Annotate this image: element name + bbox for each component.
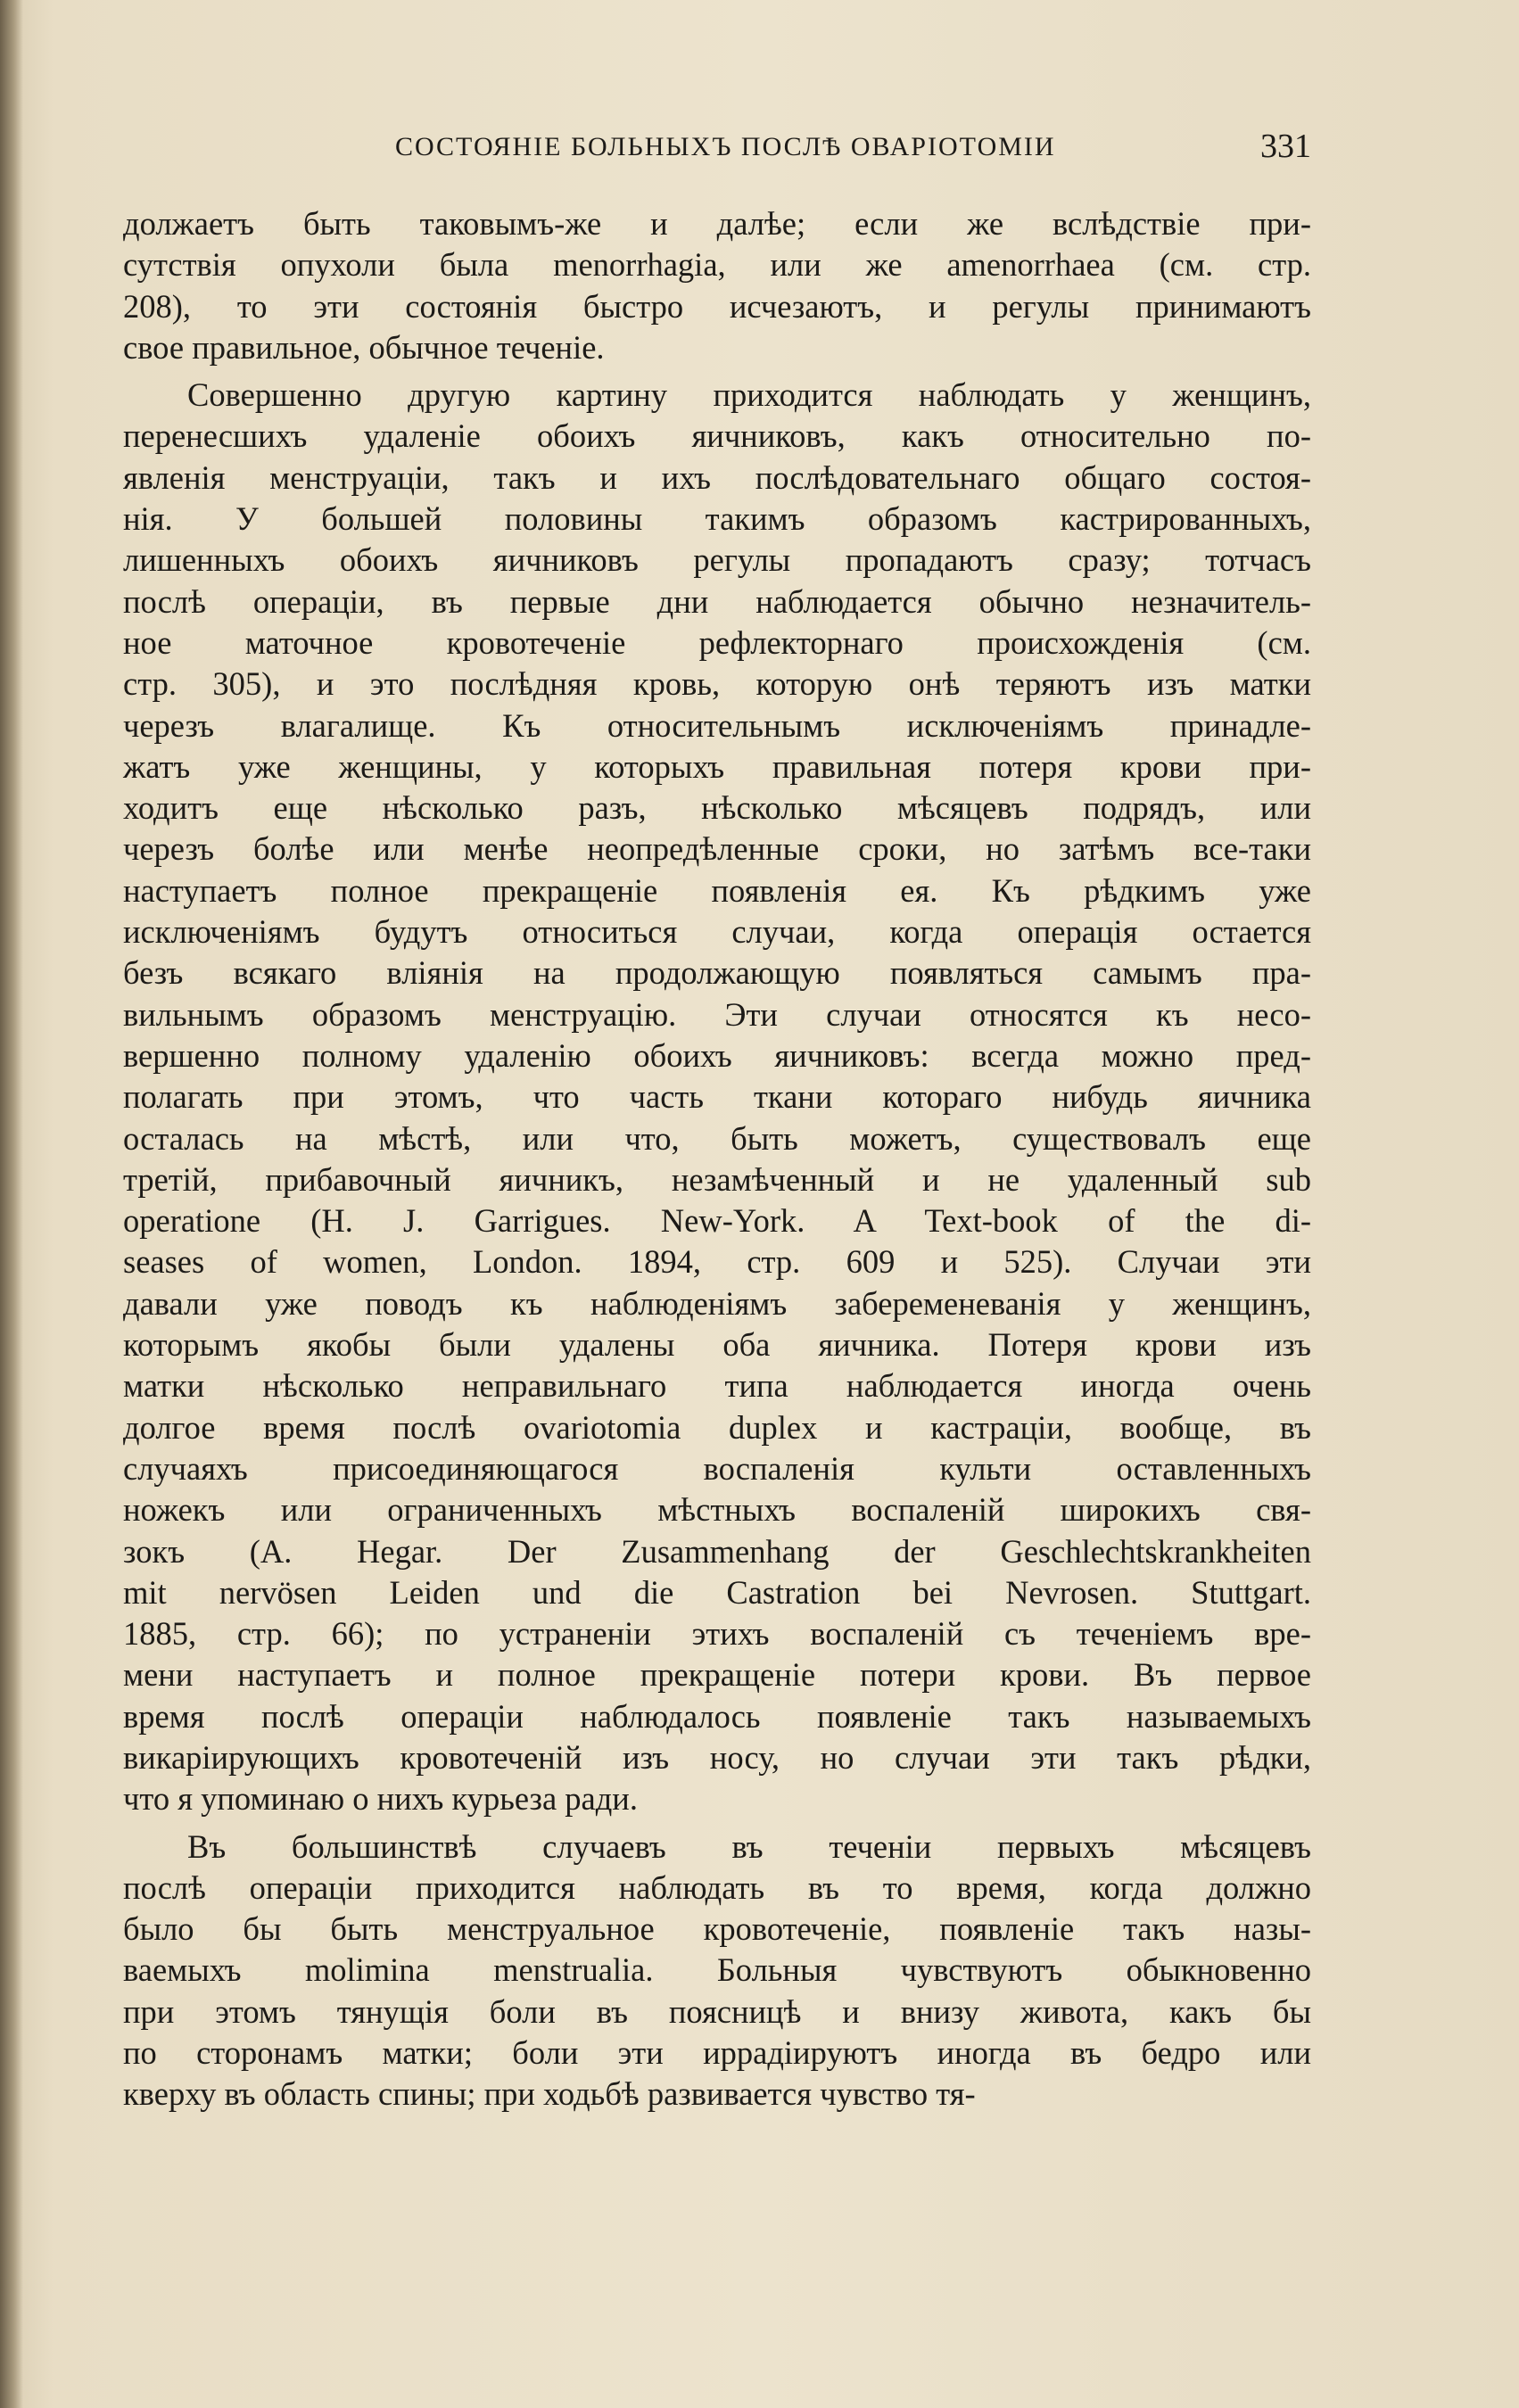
text-line: свое правильное, обычное теченіе. [123, 328, 605, 366]
text-line: осталась на мѣстѣ, или что, быть можетъ, существовалъ еще [123, 1119, 1311, 1157]
text-line: кверху въ область спины; при ходьбѣ развивается чувство тя- [123, 2075, 976, 2113]
text-line: черезъ болѣе или менѣе неопредѣленные сроки, но затѣмъ все-таки [123, 830, 1311, 868]
text-line: ваемыхъ molimina menstrualia. Больныя чувствуютъ обыкновенно [123, 1951, 1311, 1989]
paragraph [123, 1827, 1311, 2115]
text-line: лишенныхъ обоихъ яичниковъ регулы пропадаютъ сразу; тотчасъ [123, 541, 1311, 579]
text-line: Въ большинствѣ случаевъ въ теченіи первыхъ мѣсяцевъ [187, 1827, 1311, 1865]
text-line: послѣ операціи приходится наблюдать въ то время, когда должно [123, 1868, 1311, 1906]
text-line: долгое время послѣ ovariotomia duplex и кастраціи, вообще, въ [123, 1408, 1311, 1446]
text-line: случаяхъ присоединяющагося воспаленія культи оставленныхъ [123, 1449, 1311, 1487]
text-line: сутствія опухоли была menorrhagia, или же amenorrhaea (см. стр. [123, 246, 1311, 284]
text-line: наступаетъ полное прекращеніе появленія ея. Къ рѣдкимъ уже [123, 871, 1311, 909]
text-line: по сторонамъ матки; боли эти иррадіируютъ иногда въ бедро или [123, 2034, 1311, 2072]
text-line: 1885, стр. 66); по устраненіи этихъ воспаленій съ теченіемъ вре- [123, 1615, 1311, 1653]
paragraph [123, 203, 1311, 368]
text-line: operatione (H. J. Garrigues. New-York. A Text-book of the di- [123, 1202, 1311, 1240]
text-line: безъ всякаго вліянія на продолжающую появляться самымъ пра- [123, 954, 1311, 992]
text-line: было бы быть менструальное кровотеченіе, появленіе такъ назы- [123, 1910, 1311, 1948]
text-line: которымъ якобы были удалены оба яичника. Потеря крови изъ [123, 1326, 1311, 1364]
running-title: СОСТОЯНІЕ БОЛЬНЫХЪ ПОСЛѢ ОВАРІОТОМІИ [395, 132, 1056, 161]
text-line: должаетъ быть таковымъ-же и далѣе; если же вслѣдствіе при- [123, 205, 1311, 242]
text-line: черезъ влагалище. Къ относительнымъ исключеніямъ принадле- [123, 706, 1311, 744]
text-line: нія. У большей половины такимъ образомъ кастрированныхъ, [123, 500, 1311, 538]
text-line: матки нѣсколько неправильнаго типа наблюдается иногда очень [123, 1367, 1311, 1405]
text-line: 208), то эти состоянія быстро исчезаютъ, и регулы принимаютъ [123, 287, 1311, 325]
text-line: ножекъ или ограниченныхъ мѣстныхъ воспаленій широкихъ свя- [123, 1491, 1311, 1529]
text-line: seases of women, London. 1894, стр. 609 и 525). Случаи эти [123, 1243, 1311, 1281]
paragraph-gap [123, 368, 1311, 375]
text-line: стр. 305), и это послѣдняя кровь, которую онѣ теряютъ изъ матки [123, 665, 1311, 703]
text-line: вильнымъ образомъ менструацію. Эти случаи относятся къ несо- [123, 995, 1311, 1033]
text-line: ходитъ еще нѣсколько разъ, нѣсколько мѣсяцевъ подрядъ, или [123, 789, 1311, 827]
text-line: третій, прибавочный яичникъ, незамѣченный и не удаленный sub [123, 1160, 1311, 1198]
text-line: при этомъ тянущія боли въ поясницѣ и внизу живота, какъ бы [123, 1992, 1311, 2030]
text-line: перенесшихъ удаленіе обоихъ яичниковъ, какъ относительно по- [123, 417, 1311, 455]
text-line: что я упоминаю о нихъ курьеза ради. [123, 1780, 638, 1818]
text-line: давали уже поводъ къ наблюденіямъ забеременеванія у женщинъ, [123, 1284, 1311, 1322]
text-line: mit nervösen Leiden und die Castration bei Nevrosen. Stuttgart. [123, 1573, 1311, 1611]
page-gutter-shadow [0, 0, 23, 2408]
text-line: явленія менструаціи, такъ и ихъ послѣдовательнаго общаго состоя- [123, 458, 1311, 496]
page-number: 331 [1260, 128, 1311, 165]
paragraph-gap [123, 1820, 1311, 1827]
text-line: вершенно полному удаленію обоихъ яичниковъ: всегда можно пред- [123, 1036, 1311, 1074]
running-header [123, 127, 1311, 171]
text-line: послѣ операціи, въ первые дни наблюдается обычно незначитель- [123, 582, 1311, 620]
text-line: полагать при этомъ, что часть ткани котораго нибудь яичника [123, 1078, 1311, 1116]
paragraph [123, 375, 1311, 1819]
text-line: ное маточное кровотеченіе рефлекторнаго происхожденія (см. [123, 623, 1311, 661]
text-line: жатъ уже женщины, у которыхъ правильная потеря крови при- [123, 747, 1311, 785]
text-line: исключеніямъ будутъ относиться случаи, когда операція остается [123, 913, 1311, 951]
text-line: викаріирующихъ кровотеченій изъ носу, но случаи эти такъ рѣдки, [123, 1738, 1311, 1776]
text-line: мени наступаетъ и полное прекращеніе потери крови. Въ первое [123, 1656, 1311, 1694]
body-text [123, 203, 1311, 2115]
text-line: зокъ (A. Hegar. Der Zusammenhang der Geschlechtskrankheiten [123, 1532, 1311, 1570]
text-line: время послѣ операціи наблюдалось появленіе такъ называемыхъ [123, 1697, 1311, 1735]
text-line: Совершенно другую картину приходится наблюдать у женщинъ, [187, 376, 1311, 414]
